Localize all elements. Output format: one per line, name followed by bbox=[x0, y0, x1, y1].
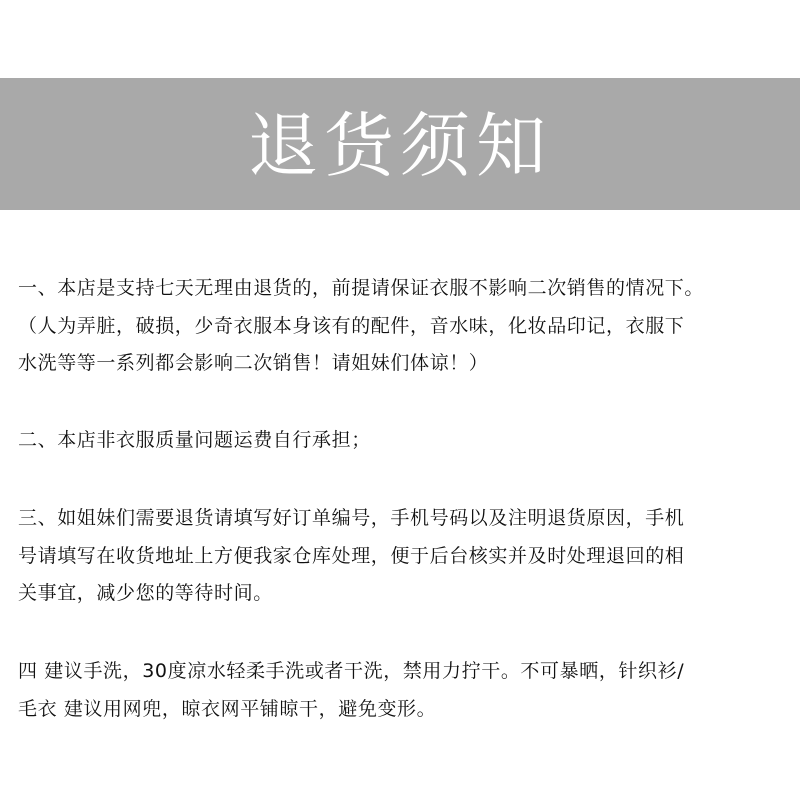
notice-item-3 bbox=[18, 500, 788, 613]
page-title: 退货须知 bbox=[248, 105, 552, 187]
notice-line: 二、本店非衣服质量问题运费自行承担； bbox=[18, 429, 371, 451]
notice-line: 三、如姐妹们需要退货请填写好订单编号，手机号码以及注明退货原因，手机 bbox=[18, 507, 685, 529]
notice-line: 一、本店是支持七天无理由退货的，前提请保证衣服不影响二次销售的情况下。 bbox=[18, 277, 705, 299]
notice-item-4 bbox=[18, 653, 788, 728]
notice-line: （人为弄脏，破损，少奇衣服本身该有的配件，音水味，化妆品印记，衣服下 bbox=[18, 314, 685, 337]
notice-line: 号请填写在收货地址上方便我家仓库处理，便于后台核实并及时处理退回的相 bbox=[18, 544, 685, 567]
notice-line: 关事宜，减少您的等待时间。 bbox=[18, 582, 273, 604]
notice-item-2 bbox=[18, 422, 788, 460]
notice-line: 毛衣 建议用网兜，晾衣网平铺晾干，避免变形。 bbox=[18, 697, 437, 720]
notice-line: 四 建议手洗，30度凉水轻柔手洗或者干洗，禁用力拧干。不可暴晒，针织衫/ bbox=[18, 660, 685, 682]
notice-line: 水洗等等一系列都会影响二次销售！请姐妹们体谅！） bbox=[18, 352, 489, 374]
notice-item-1 bbox=[18, 270, 788, 383]
